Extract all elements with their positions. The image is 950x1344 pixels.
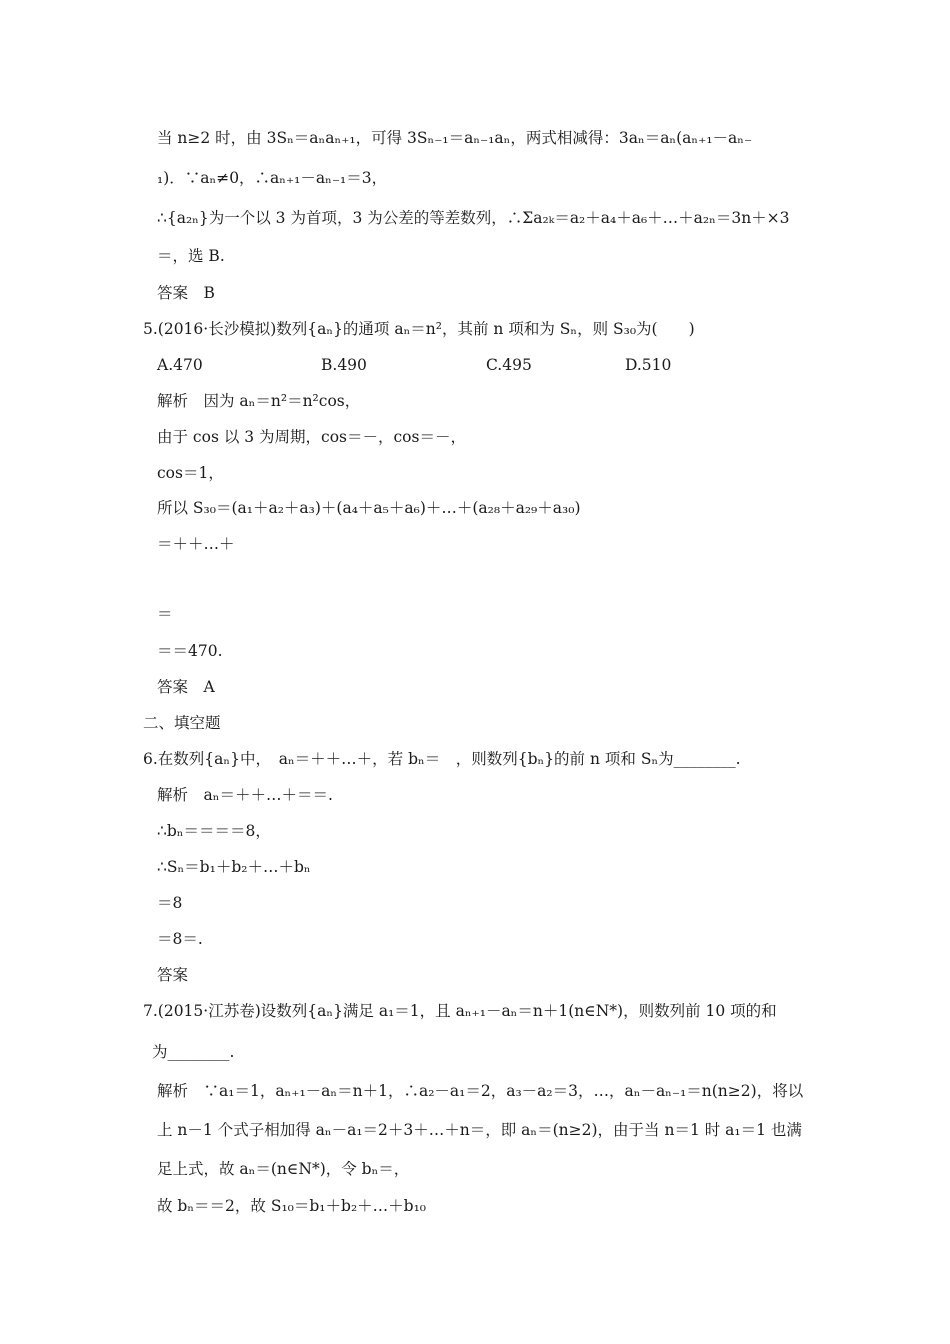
question-7-line-1: 7.(2015·江苏卷)设数列{aₙ}满足 a₁＝1，且 aₙ₊₁－aₙ＝n＋1(n∈N*)，则数列前 10 项的和 xyxy=(143,1002,777,1020)
solution-5-line-6: ＝ xyxy=(157,605,173,623)
solution-6-line-1: 解析 aₙ＝＋＋…＋＝＝. xyxy=(157,786,333,804)
solution-5-line-1: 解析 因为 aₙ＝n²＝n²cos， xyxy=(157,392,361,410)
solution-5-line-2: 由于 cos 以 3 为周期，cos＝－，cos＝－， xyxy=(157,428,466,446)
line-solution-4-derivation: 当 n≥2 时，由 3Sₙ＝aₙaₙ₊₁，可得 3Sₙ₋₁＝aₙ₋₁aₙ，两式相减得：3aₙ＝aₙ(aₙ₊₁－aₙ₋ xyxy=(157,129,753,147)
question-5: 5.(2016·长沙模拟)数列{aₙ}的通项 aₙ＝n²，其前 n 项和为 Sₙ，则 S₃₀为( ) xyxy=(143,320,695,338)
solution-7-line-2: 上 n－1 个式子相加得 aₙ－a₁＝2＋3＋…＋n＝，即 aₙ＝(n≥2)，由于当 n＝1 时 a₁＝1 也满 xyxy=(157,1121,802,1139)
line-solution-4-sequence: ∴{a₂ₙ}为一个以 3 为首项，3 为公差的等差数列，∴Σa₂ₖ＝a₂＋a₄＋a₆＋…＋a₂ₙ＝3n＋×3 xyxy=(157,209,790,227)
question-7-line-2: 为________. xyxy=(152,1043,235,1061)
option-5-d: D.510 xyxy=(625,356,672,374)
solution-5-line-3: cos＝1， xyxy=(157,464,224,482)
solution-6-line-5: ＝8＝. xyxy=(157,930,203,948)
solution-7-line-1: 解析 ∵a₁＝1，aₙ₊₁－aₙ＝n＋1，∴a₂－a₁＝2，a₃－a₂＝3，…，aₙ－aₙ₋₁＝n(n≥2)，将以 xyxy=(157,1082,804,1100)
answer-5: 答案 A xyxy=(157,678,215,696)
solution-7-line-3: 足上式，故 aₙ＝(n∈N*)，令 bₙ＝， xyxy=(157,1160,410,1178)
answer-4: 答案 B xyxy=(157,284,215,302)
solution-5-line-7: ＝＝470. xyxy=(157,642,223,660)
solution-5-line-5: ＝＋＋…＋ xyxy=(157,535,235,553)
answer-6: 答案 xyxy=(157,966,189,984)
option-5-c: C.495 xyxy=(486,356,532,374)
solution-7-line-4: 故 bₙ＝＝2，故 S₁₀＝b₁＋b₂＋…＋b₁₀ xyxy=(157,1197,427,1215)
solution-5-line-4: 所以 S₃₀＝(a₁＋a₂＋a₃)＋(a₄＋a₅＋a₆)＋…＋(a₂₈＋a₂₉＋a₃₀) xyxy=(157,499,581,517)
line-solution-4-choice: ＝，选 B. xyxy=(157,247,225,265)
option-5-b: B.490 xyxy=(321,356,367,374)
line-solution-4-conclusion: ₁)．∵aₙ≠0，∴aₙ₊₁－aₙ₋₁＝3， xyxy=(157,169,388,187)
solution-6-line-4: ＝8 xyxy=(157,894,183,912)
option-5-a: A.470 xyxy=(157,356,203,374)
section-heading-fill-in: 二、填空题 xyxy=(143,714,221,732)
question-6: 6.在数列{aₙ}中， aₙ＝＋＋…＋，若 bₙ＝ ，则数列{bₙ}的前 n 项和 Sₙ为________. xyxy=(143,750,741,768)
solution-6-line-2: ∴bₙ＝＝＝＝8， xyxy=(157,822,271,840)
solution-6-line-3: ∴Sₙ＝b₁＋b₂＋…＋bₙ xyxy=(157,858,311,876)
